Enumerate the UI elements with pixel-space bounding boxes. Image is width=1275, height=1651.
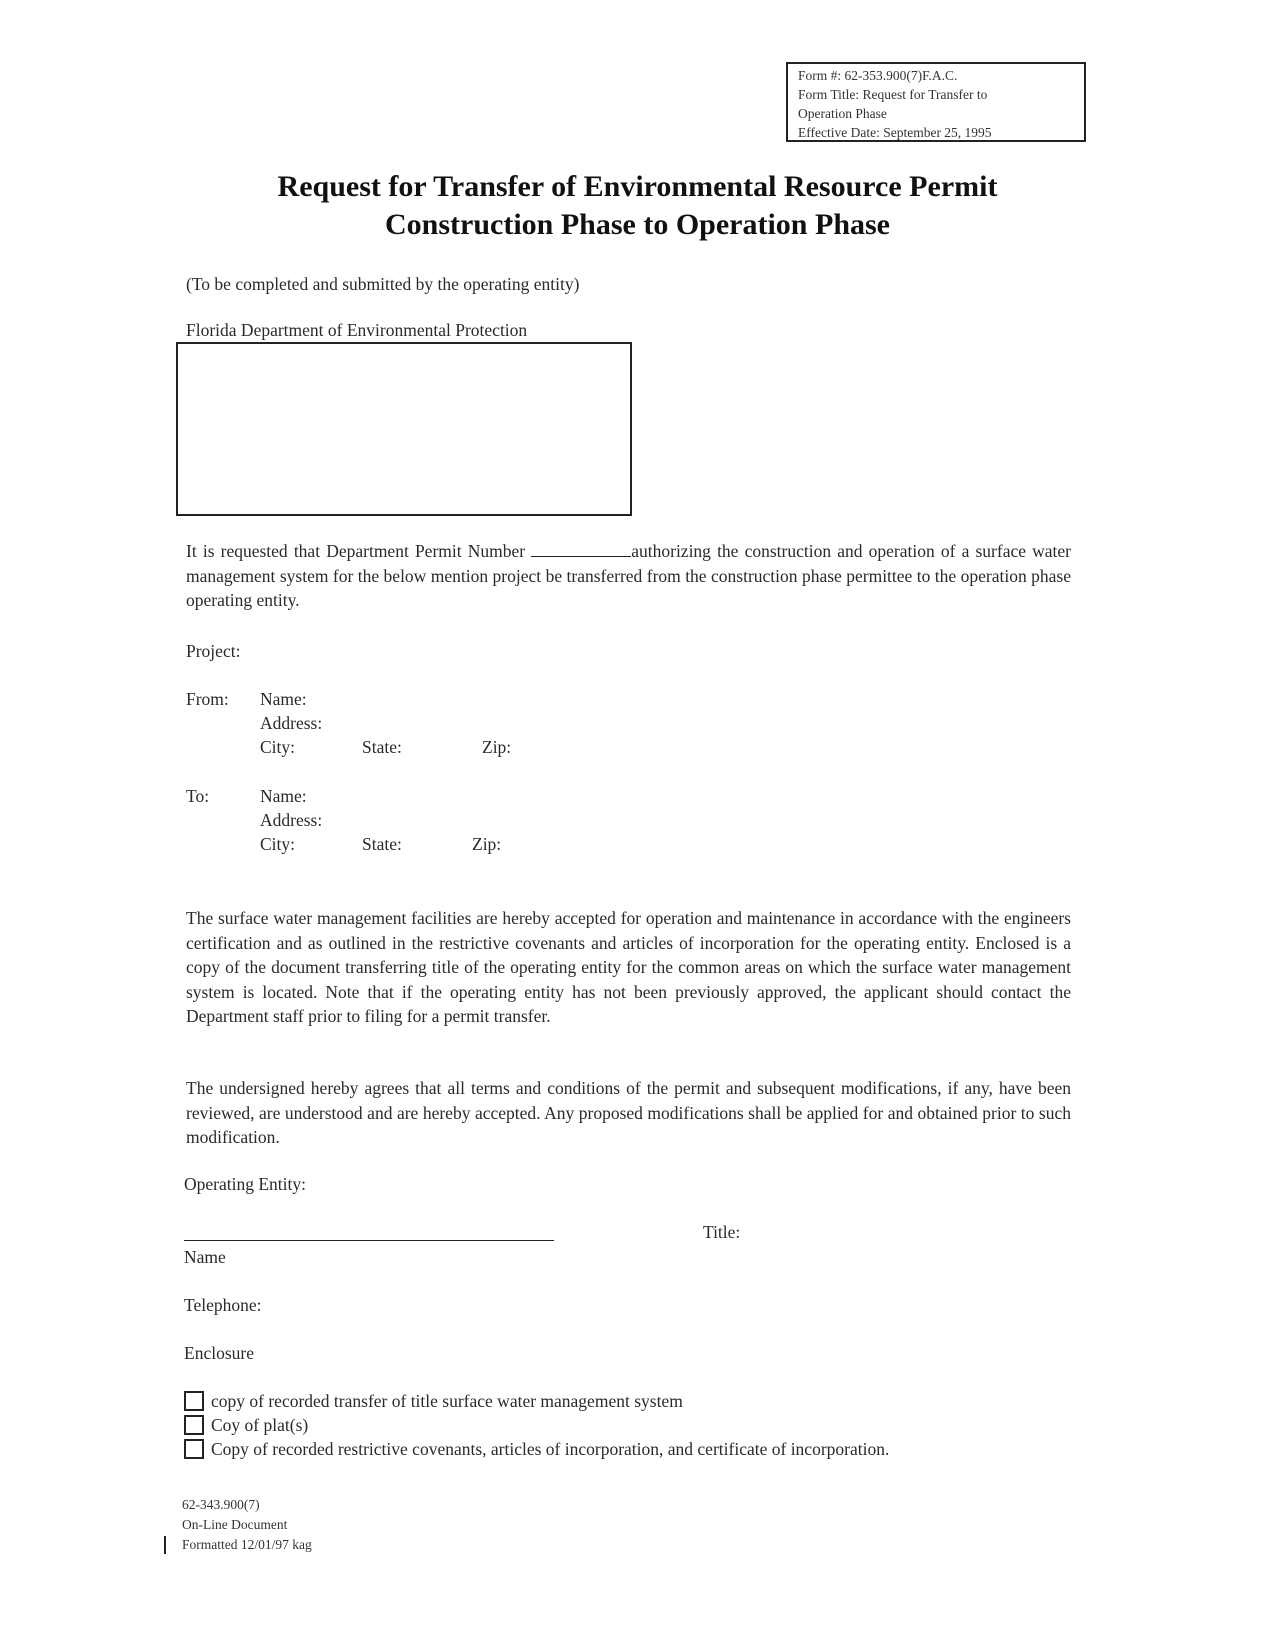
project-label: Project: xyxy=(186,641,241,661)
from-label: From: xyxy=(186,689,229,709)
footer-form-ref: 62-343.900(7) xyxy=(182,1497,260,1512)
request-text-part2: authorizing the construction and operation of a surface water management system for the below mention project be transferred from the construction phase permittee to the operation phase operating entity. xyxy=(186,541,1071,610)
name-signature-line[interactable] xyxy=(184,1240,554,1241)
checkbox[interactable] xyxy=(184,1439,204,1459)
to-city-label: City: xyxy=(260,834,296,854)
to-address-label: Address: xyxy=(260,810,323,830)
title-label: Title: xyxy=(703,1222,741,1242)
form-number: Form #: 62-353.900(7)F.A.C. xyxy=(798,68,958,83)
footer-formatted: Formatted 12/01/97 kag xyxy=(182,1537,312,1552)
from-address-label: Address: xyxy=(260,713,323,733)
enclosure-item-label: copy of recorded transfer of title surface water management system xyxy=(211,1391,683,1411)
enclosure-item-covenants[interactable] xyxy=(184,1437,889,1461)
request-text-part1: It is requested that Department Permit Number xyxy=(186,541,526,561)
agreement-paragraph: The undersigned hereby agrees that all terms and conditions of the permit and subsequent modifications, if any, have been reviewed, are understood and are hereby accepted. Any proposed modifications shall be applied for and obtained prior to such modification. xyxy=(186,1078,1071,1147)
form-title-line2: Operation Phase xyxy=(798,106,887,121)
subtitle: (To be completed and submitted by the operating entity) xyxy=(186,274,580,294)
to-zip-label: Zip: xyxy=(472,834,502,854)
enclosure-item-plats[interactable] xyxy=(184,1413,308,1437)
from-zip-label: Zip: xyxy=(482,737,512,757)
enclosure-item-label: Copy of recorded restrictive covenants, articles of incorporation, and certificate of incorporation. xyxy=(211,1439,890,1459)
page-title-line1: Request for Transfer of Environmental Resource Permit xyxy=(277,170,998,203)
operating-entity-label: Operating Entity: xyxy=(184,1174,306,1194)
to-label: To: xyxy=(186,786,210,806)
agency-label: Florida Department of Environmental Protection xyxy=(186,320,528,340)
telephone-label: Telephone: xyxy=(184,1295,262,1315)
enclosure-item-transfer-title[interactable] xyxy=(184,1389,683,1413)
from-state-label: State: xyxy=(362,737,402,757)
permit-number-field[interactable] xyxy=(531,542,631,557)
enclosure-label: Enclosure xyxy=(184,1343,254,1363)
agency-address-box[interactable] xyxy=(176,342,632,516)
effective-date: Effective Date: September 25, 1995 xyxy=(798,125,992,140)
acceptance-paragraph: The surface water management facilities are hereby accepted for operation and maintenance in accordance with the engineers certification and as outlined in the restrictive covenants and articles of incorporation for the operating entity. Enclosed is a copy of the document transferring title of the operating entity for the common areas on which the surface water management system is located. Note that if the operating entity has not been previously approved, the applicant should contact the Department staff prior to filing for a permit transfer. xyxy=(186,908,1071,1026)
page-title-line2: Construction Phase to Operation Phase xyxy=(385,208,890,241)
form-title-line1: Form Title: Request for Transfer to xyxy=(798,87,988,102)
checkbox[interactable] xyxy=(184,1391,204,1411)
to-state-label: State: xyxy=(362,834,402,854)
from-city-label: City: xyxy=(260,737,296,757)
name-label: Name xyxy=(184,1247,226,1267)
footer-online-doc: On-Line Document xyxy=(182,1517,288,1532)
to-name-label: Name: xyxy=(260,786,307,806)
enclosure-item-label: Coy of plat(s) xyxy=(211,1415,309,1435)
form-info-box xyxy=(786,62,1086,142)
revision-bar xyxy=(164,1536,166,1554)
from-name-label: Name: xyxy=(260,689,307,709)
request-paragraph xyxy=(186,539,1071,613)
checkbox[interactable] xyxy=(184,1415,204,1435)
